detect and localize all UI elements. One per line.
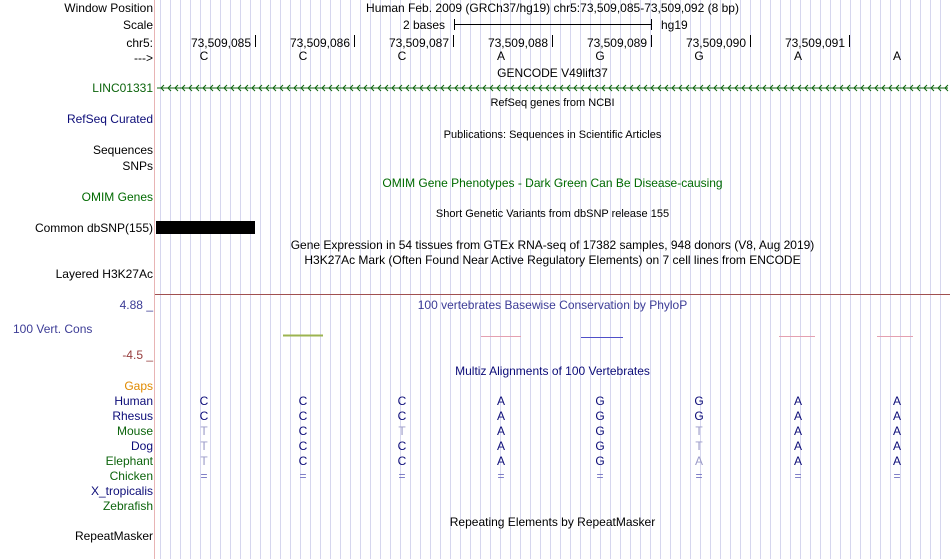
aligned-base: =: [497, 469, 505, 483]
species-label-x_tropicalis[interactable]: X_tropicalis: [90, 484, 153, 498]
species-label-zebrafish[interactable]: Zebrafish: [102, 499, 153, 513]
reference-base: G: [694, 49, 704, 63]
publications-track-title[interactable]: Publications: Sequences in Scientific Articles: [443, 129, 662, 141]
aligned-base: A: [496, 409, 505, 423]
ruler-position-label: 73,509,089: [586, 36, 647, 50]
sequences-label[interactable]: Sequences: [92, 143, 153, 157]
ruler-position-label: 73,509,091: [784, 36, 845, 50]
common-dbsnp-label[interactable]: Common dbSNP(155): [34, 221, 153, 235]
gaps-label[interactable]: Gaps: [124, 379, 153, 393]
aligned-base: A: [892, 409, 901, 423]
aligned-base: A: [793, 409, 802, 423]
phylop-track-label[interactable]: 100 Vert. Cons: [13, 322, 93, 336]
alignment-row-zebrafish: [155, 499, 950, 513]
phylop-max-value: 4.88 _: [119, 298, 153, 312]
aligned-base: =: [893, 469, 901, 483]
aligned-base: =: [695, 469, 703, 483]
aligned-base: =: [398, 469, 406, 483]
species-label-human[interactable]: Human: [114, 394, 153, 408]
reference-base: A: [793, 49, 802, 63]
aligned-base: =: [200, 469, 208, 483]
scale-bar-right-tick: [651, 19, 652, 30]
aligned-base: C: [199, 394, 209, 408]
aligned-base: A: [793, 394, 802, 408]
reference-base: A: [496, 49, 505, 63]
species-label-rhesus[interactable]: Rhesus: [112, 409, 153, 423]
species-label-elephant[interactable]: Elephant: [105, 454, 153, 468]
phylop-signal: [155, 330, 950, 342]
reference-base: C: [199, 49, 209, 63]
aligned-base: C: [199, 409, 209, 423]
aligned-base: G: [595, 394, 605, 408]
ruler-tick: [849, 35, 850, 47]
scale-bar: [454, 24, 652, 25]
scale-label: Scale: [122, 18, 153, 32]
aligned-base: G: [595, 454, 605, 468]
window-position-label: Window Position: [64, 1, 153, 15]
aligned-base: G: [694, 394, 704, 408]
repeatmasker-label[interactable]: RepeatMasker: [74, 529, 153, 543]
ruler-tick: [651, 35, 652, 47]
aligned-base: G: [595, 439, 605, 453]
aligned-base: A: [694, 454, 703, 468]
alignment-row-rhesus: [155, 409, 950, 423]
dbsnp-track-title[interactable]: Short Genetic Variants from dbSNP release 155: [435, 208, 670, 220]
species-label-mouse[interactable]: Mouse: [116, 424, 153, 438]
aligned-base: T: [200, 424, 208, 438]
aligned-base: A: [892, 394, 901, 408]
multiz-track-title[interactable]: Multiz Alignments of 100 Vertebrates: [455, 364, 650, 378]
dbsnp-variant-block[interactable]: [156, 221, 255, 234]
h3k27ac-track-title[interactable]: H3K27Ac Mark (Often Found Near Active Regulatory Elements) on 7 cell lines from ENCODE: [304, 253, 801, 267]
phylop-track-title[interactable]: 100 vertebrates Basewise Conservation by PhyloP: [417, 298, 688, 312]
window-position-text: Human Feb. 2009 (GRCh37/hg19) chr5:73,509,085-73,509,092 (8 bp): [366, 1, 739, 15]
scale-bar-left-tick: [454, 19, 455, 30]
alignment-row-mouse: [155, 424, 950, 438]
gtex-track-title[interactable]: Gene Expression in 54 tissues from GTEx RNA-seq of 17382 samples, 948 donors (V8, Aug 2019): [290, 238, 815, 252]
repeatmasker-track-title[interactable]: Repeating Elements by RepeatMasker: [449, 515, 656, 529]
alignment-row-chicken: [155, 469, 950, 483]
aligned-base: A: [793, 454, 802, 468]
phylop-min-value: -4.5 _: [122, 348, 153, 362]
scale-db: hg19: [661, 18, 688, 32]
aligned-base: A: [496, 454, 505, 468]
ruler-tick: [552, 35, 553, 47]
aligned-base: A: [793, 439, 802, 453]
gencode-track-title[interactable]: GENCODE V49lift37: [497, 66, 608, 80]
reference-base: C: [298, 49, 308, 63]
reference-bases: [155, 49, 950, 63]
alignment-row-dog: [155, 439, 950, 453]
omim-genes-label[interactable]: OMIM Genes: [81, 190, 153, 204]
aligned-base: G: [595, 424, 605, 438]
aligned-base: A: [892, 454, 901, 468]
omim-track-title[interactable]: OMIM Gene Phenotypes - Dark Green Can Be Disease-causing: [382, 176, 723, 190]
aligned-base: C: [397, 439, 407, 453]
aligned-base: T: [398, 424, 406, 438]
aligned-base: C: [397, 394, 407, 408]
scale-text: 2 bases: [403, 18, 446, 32]
aligned-base: T: [200, 439, 208, 453]
aligned-base: C: [298, 439, 308, 453]
reference-base: C: [397, 49, 407, 63]
strand-arrow-label: --->: [134, 51, 153, 65]
aligned-base: G: [694, 409, 704, 423]
alignment-row-elephant: [155, 454, 950, 468]
ruler-tick: [255, 35, 256, 47]
aligned-base: A: [892, 424, 901, 438]
ruler-tick: [750, 35, 751, 47]
reference-base: G: [595, 49, 605, 63]
aligned-base: G: [595, 409, 605, 423]
aligned-base: A: [496, 439, 505, 453]
species-label-dog[interactable]: Dog: [130, 439, 153, 453]
chrom-label: chr5:: [126, 36, 153, 50]
alignment-row-human: [155, 394, 950, 408]
ruler-position-label: 73,509,087: [388, 36, 449, 50]
aligned-base: C: [298, 454, 308, 468]
ruler-tick: [354, 35, 355, 47]
aligned-base: A: [793, 424, 802, 438]
refseq-track-title[interactable]: RefSeq genes from NCBI: [490, 97, 615, 109]
aligned-base: C: [397, 454, 407, 468]
ruler-position-label: 73,509,088: [487, 36, 548, 50]
aligned-base: T: [695, 439, 703, 453]
aligned-base: A: [892, 439, 901, 453]
aligned-base: C: [298, 409, 308, 423]
gene-linc01331-line[interactable]: [155, 82, 950, 94]
species-label-chicken[interactable]: Chicken: [109, 469, 153, 483]
aligned-base: =: [794, 469, 802, 483]
aligned-base: C: [298, 394, 308, 408]
gene-label-linc01331[interactable]: LINC01331: [92, 81, 153, 95]
ruler-position-label: 73,509,086: [289, 36, 350, 50]
aligned-base: T: [200, 454, 208, 468]
layered-h3k27ac-label[interactable]: Layered H3K27Ac: [55, 267, 153, 281]
alignment-row-x_tropicalis: [155, 484, 950, 498]
aligned-base: C: [397, 409, 407, 423]
reference-base: A: [892, 49, 901, 63]
ruler-position-label: 73,509,085: [190, 36, 251, 50]
aligned-base: A: [496, 394, 505, 408]
aligned-base: =: [299, 469, 307, 483]
aligned-base: C: [298, 424, 308, 438]
refseq-curated-label[interactable]: RefSeq Curated: [66, 112, 153, 126]
ruler-position-label: 73,509,090: [685, 36, 746, 50]
track-group-divider: [155, 294, 950, 295]
snps-label[interactable]: SNPs: [122, 159, 153, 173]
aligned-base: A: [496, 424, 505, 438]
aligned-base: =: [596, 469, 604, 483]
ruler-tick: [453, 35, 454, 47]
aligned-base: T: [695, 424, 703, 438]
